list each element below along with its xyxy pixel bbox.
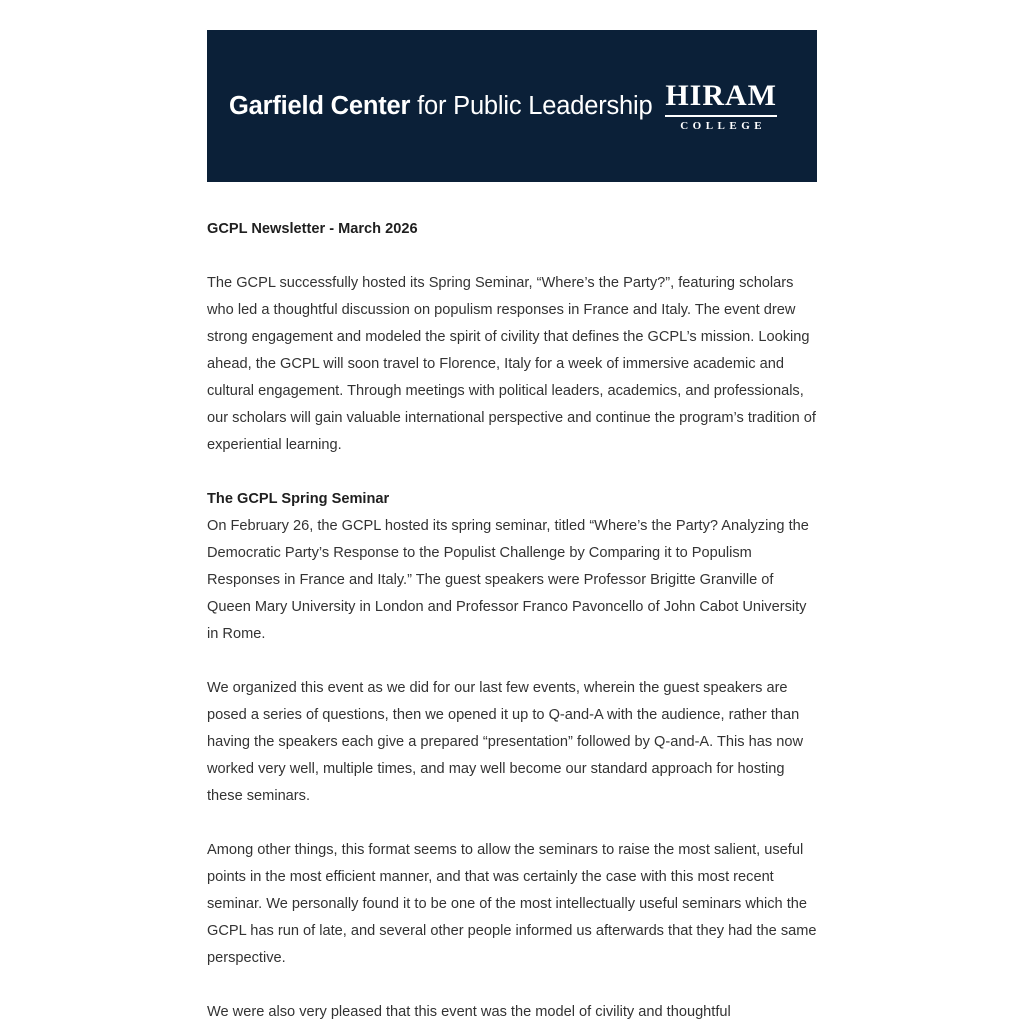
hiram-college-logo: [665, 80, 777, 132]
section-paragraph-4: We were also very pleased that this event was the model of civility and thoughtful: [207, 1004, 731, 1020]
section-heading-spring-seminar: The GCPL Spring Seminar: [207, 491, 390, 507]
newsletter-body: [207, 182, 817, 1024]
hiram-college-name: HIRAM: [665, 79, 777, 113]
garfield-center-logo: [229, 92, 652, 121]
hiram-college-subtitle: COLLEGE: [680, 119, 767, 132]
hiram-logo-divider: [665, 115, 777, 117]
newsletter-banner: [207, 30, 817, 182]
section-paragraph-1: On February 26, the GCPL hosted its spring seminar, titled “Where’s the Party? Analyzing the Democratic Party’s Response to the Populist Challenge by Comparing it to Populism Responses in France and Italy.” The guest speakers were Professor Brigitte Granville of Queen Mary University in London and Professor Franco Pavoncello of John Cabot University in Rome.: [207, 518, 809, 642]
section-paragraph-2: We organized this event as we did for our last few events, wherein the guest speakers are posed a series of questions, then we opened it up to Q-and-A with the audience, rather than having the speakers each give a prepared “presentation” followed by Q-and-A. This has now worked very well, multiple times, and may well become our standard approach for hosting these seminars.: [207, 680, 803, 804]
section-paragraph-3: Among other things, this format seems to allow the seminars to raise the most salient, useful points in the most efficient manner, and that was certainly the case with this most recent seminar. We personally found it to be one of the most intellectually useful seminars which the GCPL has run of late, and several other people informed us afterwards that they had the same perspective.: [207, 842, 817, 966]
intro-paragraph: The GCPL successfully hosted its Spring Seminar, “Where’s the Party?”, featuring scholars who led a thoughtful discussion on populism responses in France and Italy. The event drew strong engagement and modeled the spirit of civility that defines the GCPL’s mission. Looking ahead, the GCPL will soon travel to Florence, Italy for a week of immersive academic and cultural engagement. Through meetings with political leaders, academics, and professionals, our scholars will gain valuable international perspective and continue the program’s tradition of experiential learning.: [207, 275, 816, 453]
brand-light-text: for Public Leadership: [410, 91, 653, 120]
brand-bold-text: Garfield Center: [229, 91, 411, 120]
email-container: [207, 0, 817, 1024]
newsletter-title: GCPL Newsletter - March 2026: [207, 221, 418, 237]
banner-inner: [229, 80, 795, 132]
